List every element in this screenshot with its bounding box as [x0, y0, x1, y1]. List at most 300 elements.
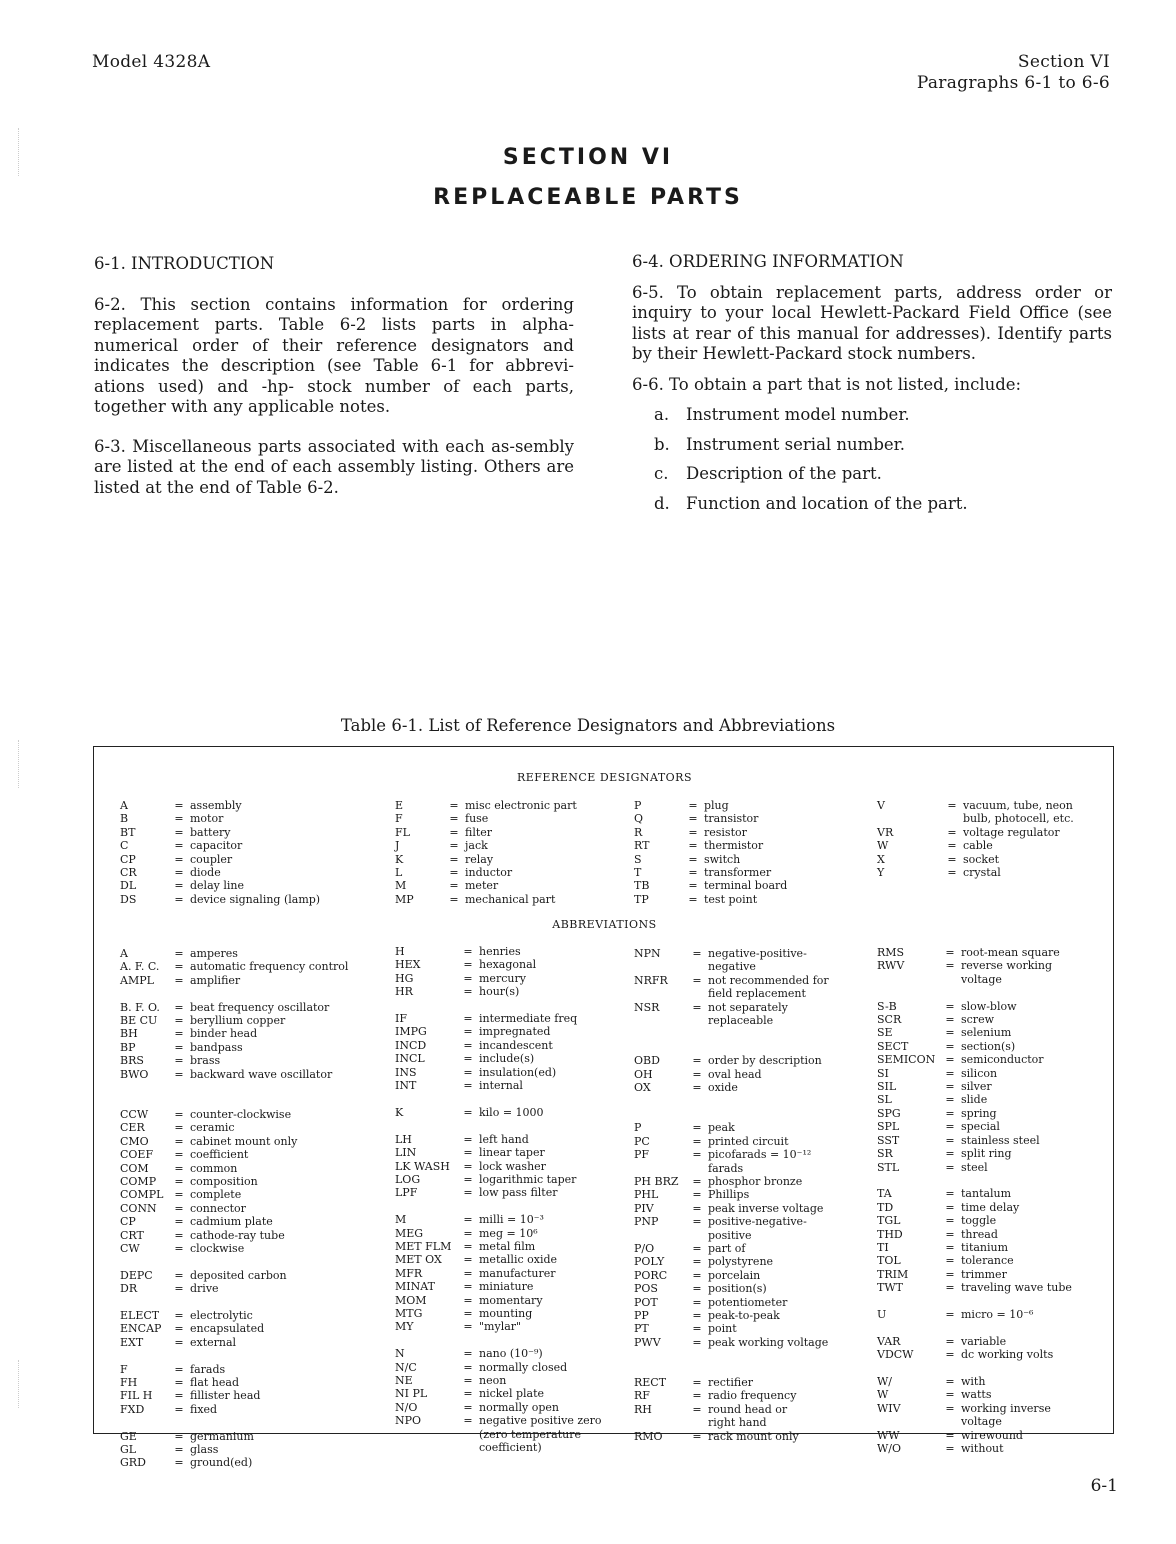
paragraph-6-3: 6-3. Miscellaneous parts associated with each as-sembly are listed at the end of each assembly listing. Others are listed at the end of Table 6-2. [94, 436, 574, 497]
entry-equals: = [688, 852, 698, 866]
entry-description: common [190, 1161, 238, 1175]
table-entry [877, 1241, 1072, 1254]
entry-equals [939, 1174, 961, 1187]
entry-equals: = [174, 812, 184, 826]
entry-description: micro = 10⁻⁶ [961, 1307, 1034, 1321]
entry-description [190, 987, 194, 1000]
table-entry [395, 1441, 602, 1454]
table-entry [395, 853, 577, 866]
header-section: Section VI [1017, 52, 1110, 72]
entry-equals: = [945, 1307, 955, 1321]
entry-equals: = [463, 1293, 473, 1307]
entry-equals: = [692, 1081, 702, 1095]
entry-equals: = [463, 1387, 473, 1401]
entry-code [634, 1108, 686, 1121]
entry-description: backward wave oscillator [190, 1067, 333, 1081]
entry-description: hexagonal [479, 958, 537, 972]
entry-description: dc working volts [961, 1348, 1054, 1362]
entry-equals: = [449, 812, 459, 826]
entry-equals [939, 1415, 961, 1428]
entry-description: logarithmic taper [479, 1172, 577, 1186]
table-entry [395, 1387, 602, 1400]
entry-code: POLY [634, 1255, 665, 1269]
table-entry [634, 1255, 829, 1268]
entry-equals: = [174, 1148, 184, 1162]
entry-description: lock washer [479, 1159, 546, 1173]
entry-equals: = [692, 1282, 702, 1296]
introduction-column [94, 254, 574, 517]
entry-code: H [395, 945, 405, 958]
table-entry [877, 946, 1072, 959]
entry-equals [168, 1349, 190, 1362]
entry-equals: = [692, 973, 702, 987]
entry-code: N/C [395, 1360, 417, 1374]
entry-code: BRS [120, 1054, 144, 1068]
table-entry [634, 1094, 829, 1107]
entry-equals [686, 960, 708, 973]
entry-description: insulation(ed) [479, 1065, 557, 1079]
entry-equals: = [463, 1266, 473, 1280]
entry-description: transistor [704, 812, 759, 826]
entry-code [877, 1362, 939, 1375]
entry-description: point [708, 1322, 737, 1336]
entry-equals: = [174, 852, 184, 866]
entry-code: TP [634, 892, 649, 906]
table-entry [120, 1376, 348, 1389]
entry-code: SPG [877, 1106, 901, 1120]
entry-code [120, 1416, 168, 1429]
entry-description: replaceable [708, 1014, 774, 1028]
table-entry [120, 1349, 348, 1362]
entry-description: right hand [708, 1416, 767, 1430]
entry-code: PIV [634, 1201, 654, 1215]
entry-equals [457, 1092, 479, 1105]
entry-equals: = [174, 1268, 184, 1282]
table-entry [395, 1280, 602, 1293]
entry-code: COMP [120, 1174, 157, 1188]
entry-description: steel [961, 1160, 988, 1174]
entry-description: titanium [961, 1240, 1009, 1254]
table-entry [120, 1081, 348, 1094]
table-entry [877, 812, 1074, 825]
entry-description: beat frequency oscillator [190, 1000, 330, 1014]
entry-equals: = [463, 1320, 473, 1334]
entry-description [708, 1363, 712, 1376]
entry-equals [939, 1362, 961, 1375]
entry-code [634, 1162, 686, 1175]
entry-code: V [877, 799, 885, 812]
table-entry [120, 1430, 348, 1443]
entry-code: SR [877, 1147, 893, 1161]
entry-description: filter [465, 825, 493, 839]
entry-description: not separately [708, 1000, 788, 1014]
table-entry [877, 1080, 1072, 1093]
table-entry [395, 812, 577, 825]
table-entry [634, 1108, 829, 1121]
entry-equals: = [945, 1013, 955, 1027]
entry-description: reverse working [961, 959, 1053, 973]
entry-description: electrolytic [190, 1308, 253, 1322]
table-entry [877, 1388, 1072, 1401]
table-entry [395, 826, 577, 839]
entry-equals: = [692, 1148, 702, 1162]
table-entry [395, 1307, 602, 1320]
entry-equals: = [463, 1306, 473, 1320]
table-entry [634, 1282, 829, 1295]
table-entry [877, 1214, 1072, 1227]
entry-equals: = [688, 866, 698, 880]
entry-code: WIV [877, 1401, 901, 1415]
entry-description: silicon [961, 1066, 998, 1080]
entry-code [120, 1081, 168, 1094]
entry-equals: = [174, 839, 184, 853]
entry-description: mechanical part [465, 892, 556, 906]
entry-code [395, 1092, 457, 1105]
table-entry [877, 1000, 1072, 1013]
entry-equals: = [174, 799, 184, 812]
entry-equals: = [174, 1188, 184, 1202]
entry-code: NI PL [395, 1387, 428, 1401]
entry-code: S-B [877, 999, 897, 1013]
entry-code: NPN [634, 947, 661, 960]
entry-code: RT [634, 839, 650, 853]
entry-code: VR [877, 825, 894, 839]
entry-code: LH [395, 1132, 412, 1146]
entry-description: time delay [961, 1200, 1020, 1214]
table-entry [877, 1026, 1072, 1039]
entry-code: X [877, 852, 885, 866]
entry-description: jack [465, 839, 488, 853]
table-entry [395, 1240, 602, 1253]
table-entry [120, 1068, 348, 1081]
entry-equals: = [174, 1040, 184, 1054]
entry-code [634, 1416, 686, 1429]
entry-equals: = [692, 1322, 702, 1336]
entry-description: crystal [963, 866, 1001, 880]
entry-equals: = [463, 1213, 473, 1227]
table-entry [634, 1135, 829, 1148]
entry-description [708, 1349, 712, 1362]
entry-description: wirewound [961, 1428, 1023, 1442]
entry-equals: = [945, 999, 955, 1013]
entry-description: battery [190, 825, 231, 839]
entry-equals: = [692, 1067, 702, 1081]
entry-description: porcelain [708, 1268, 761, 1282]
entry-description: composition [190, 1174, 258, 1188]
table-entry [120, 1229, 348, 1242]
entry-equals: = [463, 1400, 473, 1414]
entry-description: milli = 10⁻³ [479, 1213, 544, 1227]
entry-code: TRIM [877, 1267, 909, 1281]
entry-code: L [395, 866, 403, 880]
table-entry [395, 1294, 602, 1307]
entry-equals: = [692, 1429, 702, 1443]
entry-equals: = [692, 1376, 702, 1389]
entry-description: momentary [479, 1293, 543, 1307]
entry-description: incandescent [479, 1038, 553, 1052]
entry-code: TGL [877, 1214, 901, 1228]
entry-code: PWV [634, 1335, 661, 1349]
table-entry [634, 1215, 829, 1228]
entry-equals: = [692, 1201, 702, 1215]
entry-equals: = [174, 1054, 184, 1068]
entry-equals: = [463, 1079, 473, 1093]
entry-description: mounting [479, 1306, 533, 1320]
entry-code: RECT [634, 1376, 667, 1389]
entry-equals: = [945, 1066, 955, 1080]
table-entry [877, 1147, 1072, 1160]
entry-equals: = [174, 1456, 184, 1470]
entry-description: voltage [961, 1415, 1002, 1429]
entry-code: W/O [877, 1442, 902, 1456]
entry-equals: = [692, 1255, 702, 1269]
table-entry [395, 1119, 602, 1132]
entry-code [877, 986, 939, 999]
entry-equals: = [945, 1348, 955, 1362]
entry-equals: = [692, 1215, 702, 1229]
entry-description: linear taper [479, 1146, 545, 1160]
table-entry [877, 1375, 1072, 1388]
entry-code: CONN [120, 1201, 157, 1215]
entry-description: fuse [465, 812, 489, 826]
entry-code: PF [634, 1148, 650, 1162]
entry-equals: = [174, 1362, 184, 1376]
entry-equals: = [692, 1308, 702, 1322]
entry-code [395, 999, 457, 1012]
entry-code: WW [877, 1428, 900, 1442]
entry-code: HEX [395, 958, 421, 972]
ref-column-3 [634, 799, 787, 906]
reference-table [93, 746, 1114, 1470]
entry-equals: = [945, 1080, 955, 1094]
table-entry [120, 1027, 348, 1040]
entry-equals [686, 1416, 708, 1429]
entry-description: connector [190, 1201, 246, 1215]
abbr-column-3 [634, 947, 829, 1443]
entry-code [877, 1321, 939, 1334]
entry-description: peak inverse voltage [708, 1201, 824, 1215]
entry-equals: = [945, 1401, 955, 1415]
entry-equals: = [449, 879, 459, 893]
entry-code: SIL [877, 1080, 897, 1094]
entry-code: B [120, 812, 129, 826]
entry-code: SL [877, 1093, 892, 1107]
table-entry [120, 1135, 348, 1148]
table-entry [120, 1215, 348, 1228]
entry-description [708, 1094, 712, 1107]
entry-code [395, 1200, 457, 1213]
entry-code: A [120, 799, 128, 812]
table-entry [395, 985, 602, 998]
table-entry [395, 1414, 602, 1427]
entry-equals: = [688, 799, 698, 812]
entry-code: TOL [877, 1254, 901, 1268]
entry-description: radio frequency [708, 1389, 797, 1403]
ordering-column [632, 252, 1112, 523]
table-entry [120, 1001, 348, 1014]
section-title: SECTION VI [502, 145, 674, 170]
entry-description: relay [465, 852, 494, 866]
entry-description: nano (10⁻⁹) [479, 1347, 543, 1361]
table-entry [120, 1255, 348, 1268]
entry-description: rectifier [708, 1376, 753, 1389]
table-caption: Table 6-1. List of Reference Designators and Abbreviations [340, 716, 836, 735]
entry-equals [168, 1296, 190, 1309]
entry-code [634, 1094, 686, 1107]
punch-hole-mark [18, 740, 39, 788]
entry-code [634, 987, 686, 1000]
entry-description: coupler [190, 852, 233, 866]
entry-code: POT [634, 1295, 658, 1309]
entry-description: positive [708, 1228, 752, 1242]
entry-equals: = [945, 1375, 955, 1388]
table-entry [395, 1213, 602, 1226]
entry-description: silver [961, 1080, 992, 1094]
entry-equals: = [463, 1105, 473, 1119]
entry-equals: = [463, 1280, 473, 1294]
table-entry [395, 1133, 602, 1146]
entry-description: variable [961, 1334, 1007, 1348]
entry-equals: = [945, 959, 955, 973]
entry-description: peak-to-peak [708, 1308, 780, 1322]
entry-code: PT [634, 1322, 649, 1336]
entry-equals: = [174, 1322, 184, 1336]
entry-code [395, 1428, 457, 1441]
entry-equals: = [174, 1107, 184, 1121]
entry-equals: = [463, 1025, 473, 1039]
entry-equals [686, 1014, 708, 1027]
table-entry [395, 1146, 602, 1159]
entry-description: fixed [190, 1402, 218, 1416]
entry-code: COMPL [120, 1188, 164, 1202]
entry-equals: = [174, 1161, 184, 1175]
entry-code: R [634, 825, 643, 839]
entry-description: delay line [190, 879, 244, 893]
table-entry [634, 1430, 829, 1443]
entry-description: Phillips [708, 1188, 750, 1202]
entry-equals: = [174, 1402, 184, 1416]
abbr-column-2 [395, 945, 602, 1454]
reference-designators-title: REFERENCE DESIGNATORS [516, 771, 692, 784]
table-entry [634, 1175, 829, 1188]
entry-code: HR [395, 985, 413, 999]
entry-equals: = [174, 973, 184, 987]
entry-description: selenium [961, 1026, 1012, 1040]
entry-equals [686, 1363, 708, 1376]
table-entry [395, 1267, 602, 1280]
table-entry [395, 1052, 602, 1065]
entry-equals: = [174, 1389, 184, 1403]
entry-equals [457, 999, 479, 1012]
entry-equals: = [174, 1429, 184, 1443]
entry-description: kilo = 1000 [479, 1105, 544, 1119]
entry-code: SPL [877, 1120, 900, 1134]
entry-code: COEF [120, 1148, 154, 1162]
entry-code: CR [120, 866, 137, 880]
entry-code [120, 1296, 168, 1309]
entry-description: toggle [961, 1214, 997, 1228]
table-entry [120, 1162, 348, 1175]
entry-description: ceramic [190, 1121, 235, 1135]
table-entry [120, 826, 320, 839]
entry-code: HG [395, 971, 414, 985]
entry-equals: = [463, 1132, 473, 1146]
entry-description: germanium [190, 1429, 254, 1443]
entry-equals: = [463, 985, 473, 999]
entry-description: oxide [708, 1081, 738, 1095]
entry-description: part of [708, 1241, 746, 1255]
entry-description: impregnated [479, 1025, 551, 1039]
entry-code: BE CU [120, 1014, 158, 1028]
entry-code: IMPG [395, 1025, 427, 1039]
entry-description: coefficient [190, 1148, 249, 1162]
table-entry [634, 987, 829, 1000]
table-entry [395, 958, 602, 971]
entry-equals: = [947, 866, 957, 880]
entry-equals: = [688, 839, 698, 853]
entry-equals: = [692, 1268, 702, 1282]
entry-equals: = [945, 1160, 955, 1174]
entry-code: FXD [120, 1402, 145, 1416]
entry-equals [457, 1119, 479, 1132]
entry-equals: = [174, 1067, 184, 1081]
entry-code: SEMICON [877, 1053, 936, 1067]
table-entry [634, 1349, 829, 1362]
entry-code: INS [395, 1065, 417, 1079]
entry-description [190, 1349, 194, 1362]
entry-code [877, 1415, 939, 1428]
entry-equals: = [174, 1174, 184, 1188]
table-entry [634, 1001, 829, 1014]
entry-code: MY [395, 1320, 414, 1334]
table-entry [120, 1456, 348, 1469]
entry-description: split ring [961, 1147, 1012, 1161]
entry-description: with [961, 1375, 986, 1388]
entry-description: include(s) [479, 1052, 535, 1066]
entry-code: PHL [634, 1188, 659, 1202]
entry-description: henries [479, 945, 521, 958]
table-entry [120, 1403, 348, 1416]
entry-code: P [634, 799, 642, 812]
entry-equals: = [174, 1308, 184, 1322]
entry-description: semiconductor [961, 1053, 1044, 1067]
entry-description [190, 1296, 194, 1309]
entry-code: K [395, 1105, 404, 1119]
entry-equals: = [945, 1267, 955, 1281]
entry-equals: = [463, 1226, 473, 1240]
entry-equals: = [688, 825, 698, 839]
entry-equals: = [945, 1039, 955, 1053]
entry-code: DEPC [120, 1268, 153, 1282]
entry-equals: = [463, 1347, 473, 1361]
entry-description [961, 1321, 965, 1334]
entry-equals: = [174, 825, 184, 839]
entry-code: K [395, 852, 404, 866]
table-entry [395, 866, 577, 879]
entry-code: TD [877, 1200, 894, 1214]
entry-equals: = [945, 1120, 955, 1134]
table-entry [634, 1162, 829, 1175]
entry-equals: = [688, 812, 698, 826]
entry-code: MINAT [395, 1280, 435, 1294]
table-entry [120, 960, 348, 973]
entry-equals [686, 1041, 708, 1054]
table-entry [634, 947, 829, 960]
entry-description: thermistor [704, 839, 764, 853]
entry-equals [686, 1349, 708, 1362]
entry-equals: = [449, 852, 459, 866]
entry-code: T [634, 866, 642, 880]
